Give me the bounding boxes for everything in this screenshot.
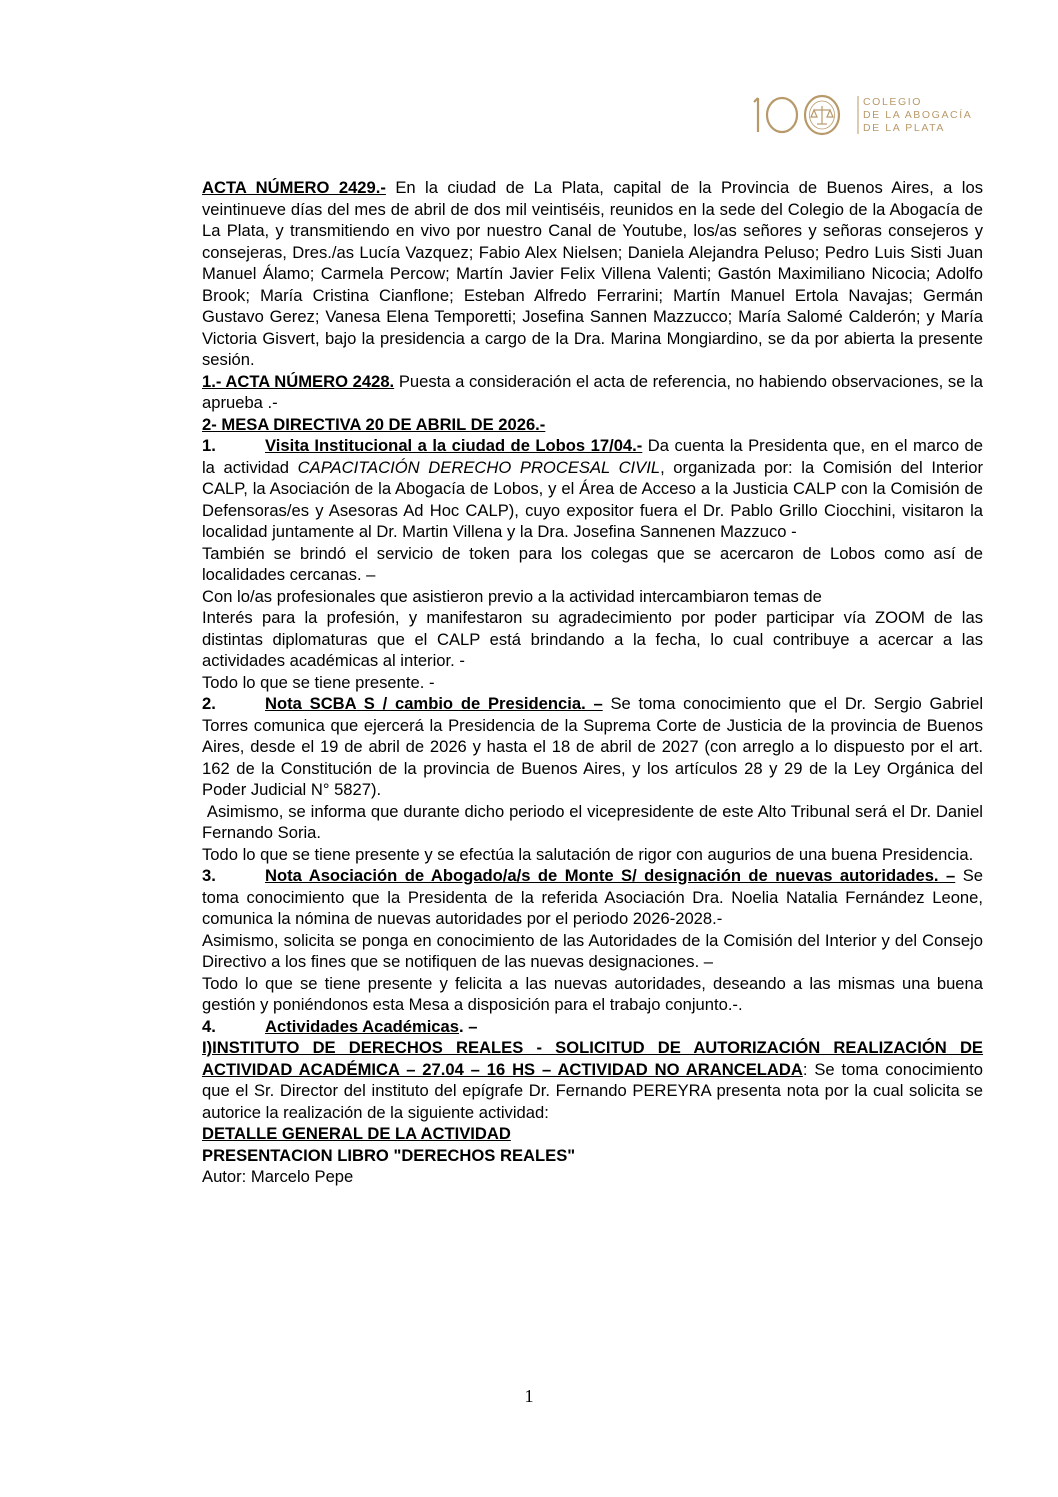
item2-2-paragraph bbox=[202, 693, 983, 801]
page-number: 1 bbox=[524, 1386, 534, 1406]
item2-4-sub-text: : Se toma conocimiento que el Sr. Director del instituto del epígrafe Dr. Fernando PEREYRA presenta nota por la cual solicita se autorice la realización de la siguiente actividad: bbox=[202, 1059, 983, 1122]
item1-paragraph bbox=[202, 371, 983, 414]
item2-3-para3: Todo lo que se tiene presente y felicita a las nuevas autoridades, deseando a las mismas una buena gestión y poniéndonos esta Mesa a disposición para el trabajo conjunto.-. bbox=[202, 973, 983, 1014]
item2-4-title: Actividades Académicas bbox=[265, 1016, 459, 1036]
acta-intro-paragraph bbox=[202, 177, 983, 371]
item1-text: Puesta a consideración el acta de referencia, no habiendo observaciones, se la aprueba .- bbox=[202, 371, 983, 412]
item2-1-text-b: , organizada por: la Comisión del Interior CALP, la Asociación de la Abogacía de Lobos, y el Área de Acceso a la Justicia CALP con la Comisión de Defensoras/es y Asesoras Ad Hoc CALP), cuyo expositor fuera el Dr. Pablo Grillo Ciocchini, visitaron la localidad juntamente al Dr. Martin Villena y la Dra. Josefina Sannenen Mazzuco - bbox=[202, 457, 983, 541]
item2-3-paragraph bbox=[202, 865, 983, 930]
item1-heading: 1.- ACTA NÚMERO 2428. bbox=[202, 371, 395, 391]
item2-3-para2: Asimismo, solicita se ponga en conocimiento de las Autoridades de la Comisión del Interior y del Consejo Directivo a los fines que se notifiquen de las nuevas designaciones. – bbox=[202, 930, 983, 971]
item2-2-para3: Todo lo que se tiene presente y se efectúa la salutación de rigor con augurios de una buena Presidencia. bbox=[202, 844, 974, 864]
item2-2-text: Se toma conocimiento que el Dr. Sergio Gabriel Torres comunica que ejercerá la Presidencia de la Suprema Corte de Justicia de la provincia de Buenos Aires, desde el 19 de abril de 2026 y hasta el 18 de abril de 2027 (con arreglo a lo dispuesto por el art. 162 de la Constitución de la provincia de Buenos Aires, y los artículos 28 y 29 de la Ley Orgánica del Poder Judicial N° 5827). bbox=[202, 694, 983, 799]
item2-1-text-a: Da cuenta la Presidenta que, en el marco de la actividad bbox=[202, 436, 983, 477]
item2-2-title: Nota SCBA S / cambio de Presidencia. – bbox=[265, 694, 603, 713]
item2-1-number: 1. bbox=[202, 436, 216, 455]
item2-1-italic: CAPACITACIÓN DERECHO PROCESAL CIVIL bbox=[297, 457, 661, 477]
item2-4-sub-heading: I)INSTITUTO DE DERECHOS REALES - SOLICITUD DE AUTORIZACIÓN REALIZACIÓN DE ACTIVIDAD ACADÉMICA – 27.04 – 16 HS – ACTIVIDAD NO ARANCELADA bbox=[202, 1038, 983, 1079]
item2-heading: 2- MESA DIRECTIVA 20 DE ABRIL DE 2026.- bbox=[202, 414, 546, 434]
item2-4-number: 4. bbox=[202, 1016, 216, 1036]
logo-line-1: COLEGIO bbox=[863, 96, 923, 108]
item2-3-title: Nota Asociación de Abogado/a/s de Monte S/ designación de nuevas autoridades. – bbox=[265, 866, 956, 885]
logo-line-3: DE LA PLATA bbox=[863, 122, 945, 134]
item2-2-para2: Asimismo, se informa que durante dicho periodo el vicepresidente de este Alto Tribunal será el Dr. Daniel Fernando Soria. bbox=[202, 801, 988, 842]
acta-intro-text: En la ciudad de La Plata, capital de la Provincia de Buenos Aires, a los veintinueve días del mes de abril de dos mil veintiséis, reunidos en la sede del Colegio de la Abogacía de La Plata, y transmitiendo en vivo por nuestro Canal de Youtube, los/as señores y señoras consejeros y consejeras, Dres./as Lucía Vazquez; Fabio Alex Nielsen; Daniela Alejandra Peluso; Pedro Luis Sisti Juan Manuel Álamo; Carmela Percow; Martín Javier Felix Villena Valenti; Gastón Maximiliano Nicocia; Adolfo Brook; María Cristina Cianflone; Esteban Alfredo Ferrarini; Martín Manuel Ertola Navajas; Germán Gustavo Gerez; Vanesa Elena Temporetti; Josefina Sannen Mazzucco; María Salomé Calderón; y María Victoria Gisvert, bajo la presidencia a cargo de la Dra. Marina Mongiardino, se da por abierta la presente sesión. bbox=[202, 178, 983, 369]
acta-heading: ACTA NÚMERO 2429.- bbox=[202, 178, 386, 197]
logo-line-2: DE LA ABOGACÍA bbox=[863, 109, 973, 121]
item2-1-para3-line1: Con lo/as profesionales que asistieron previo a la actividad intercambiaron temas de bbox=[202, 586, 822, 606]
item2-2-number: 2. bbox=[202, 694, 216, 713]
item2-1-para2: También se brindó el servicio de token para los colegas que se acercaron de Lobos como así de localidades cercanas. – bbox=[202, 543, 983, 584]
item2-1-para4: Todo lo que se tiene presente. - bbox=[202, 672, 435, 692]
item2-3-text: Se toma conocimiento que la Presidenta de la referida Asociación Dra. Noelia Natalia Fernández Leone, comunica la nómina de nuevas autoridades por el periodo 2026-2028.- bbox=[202, 866, 983, 928]
item2-4-paragraph bbox=[202, 1016, 983, 1038]
item2-1-title: Visita Institucional a la ciudad de Lobos 17/04.- bbox=[265, 436, 643, 455]
item2-3-number: 3. bbox=[202, 866, 216, 885]
document-body bbox=[202, 177, 988, 1188]
book-author: Autor: Marcelo Pepe bbox=[202, 1167, 354, 1186]
logo-text bbox=[863, 96, 972, 135]
item2-4-title-suffix: . – bbox=[459, 1016, 478, 1036]
item2-1-para3-rest: Interés para la profesión, y manifestaron su agradecimiento por poder participar vía ZOOM de las distintas diplomaturas que el CALP está brindando a la fecha, lo cual contribuye a acercar a las actividades académicas al interior. - bbox=[202, 608, 983, 670]
item2-1-paragraph bbox=[202, 435, 983, 543]
activity-detail-heading: DETALLE GENERAL DE LA ACTIVIDAD bbox=[202, 1124, 511, 1143]
book-heading: PRESENTACION LIBRO "DERECHOS REALES" bbox=[202, 1145, 576, 1165]
item2-4-sub-paragraph bbox=[202, 1037, 983, 1123]
